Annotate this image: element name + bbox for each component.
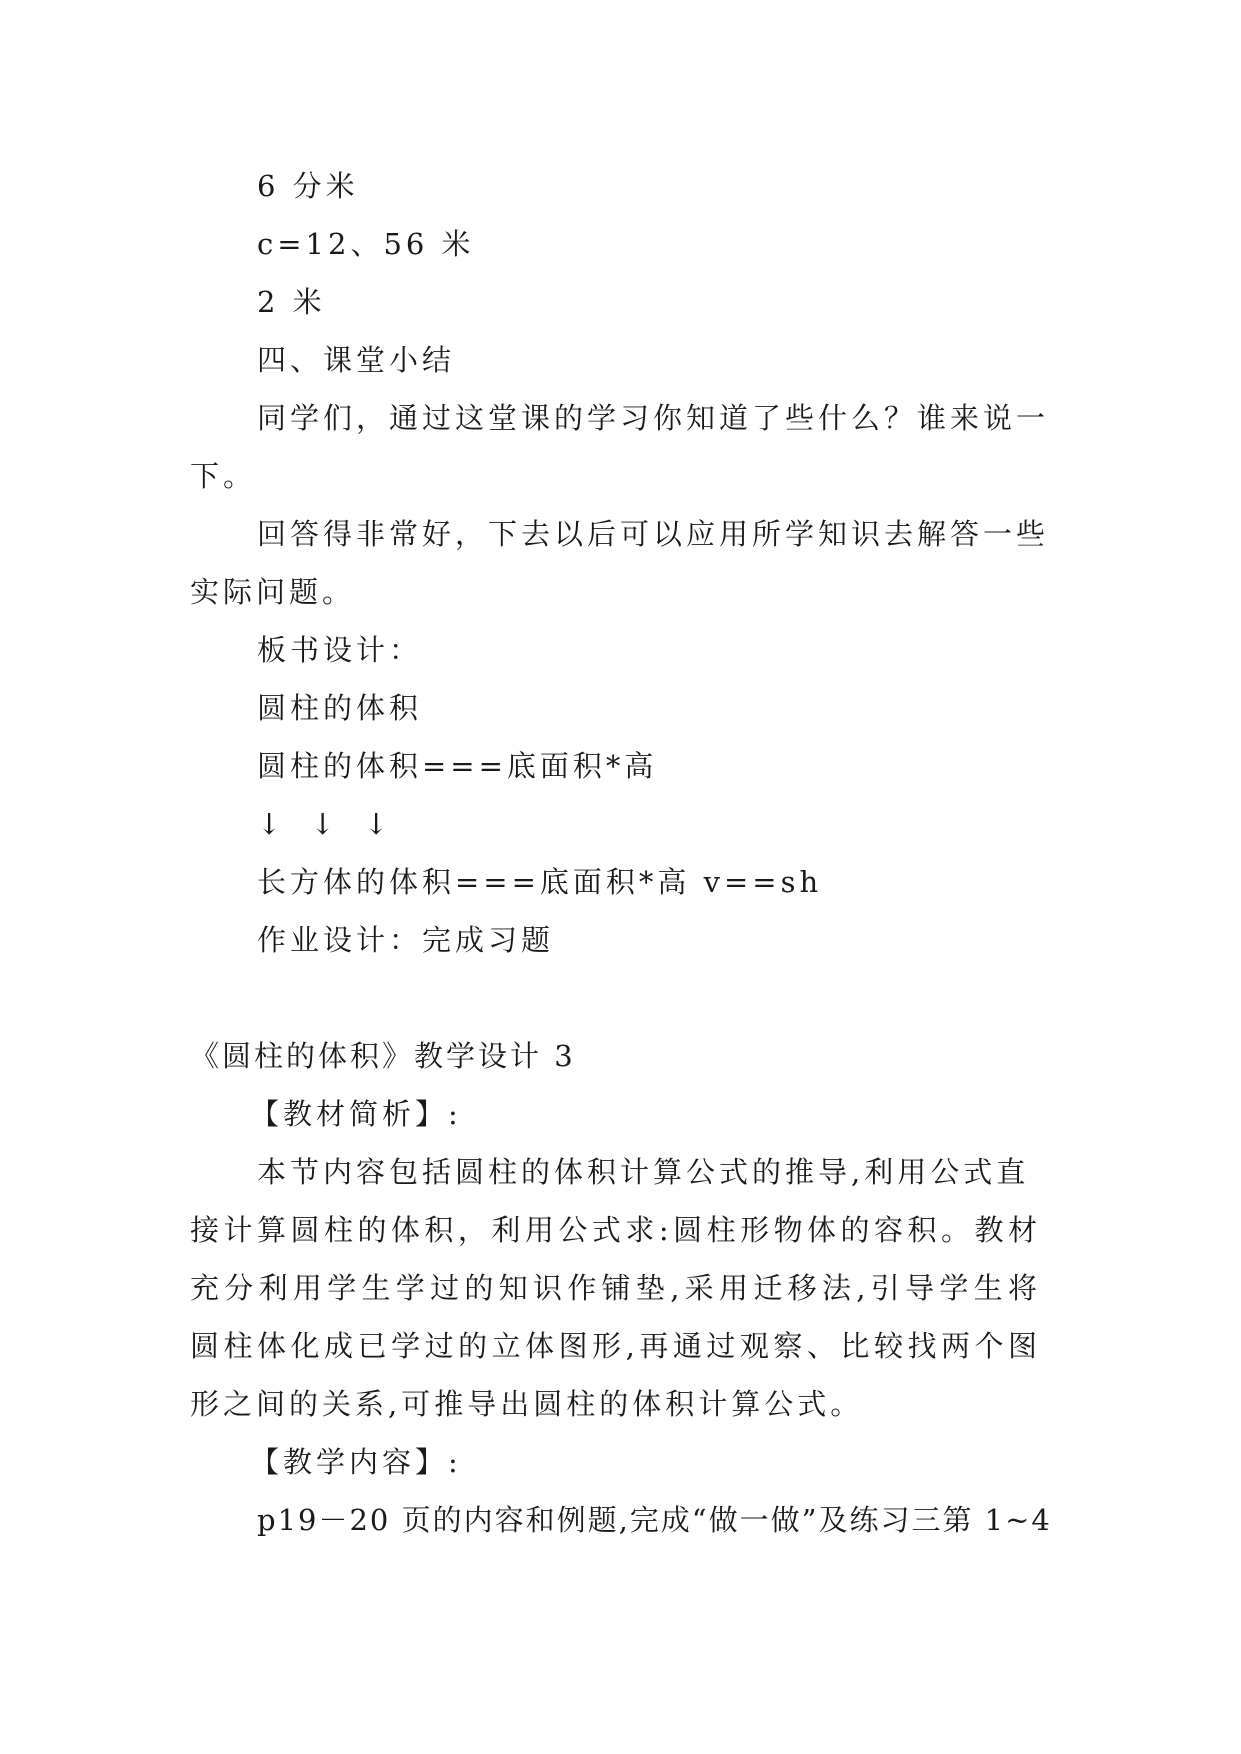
text-line: 圆柱的体积 xyxy=(257,691,423,725)
text-line: 圆柱的体积===底面积*高 xyxy=(257,749,658,783)
paragraph-line: 接计算圆柱的体积，利用公式求:圆柱形物体的容积。教材 xyxy=(190,1213,1040,1247)
section-heading: 【教材简析】: xyxy=(250,1097,462,1131)
text-line: 6 分米 xyxy=(257,169,359,203)
text-line: 下。 xyxy=(190,459,257,493)
document-title: 《圆柱的体积》教学设计 3 xyxy=(190,1039,576,1073)
text-line: 实际问题。 xyxy=(190,575,356,609)
text-line: c=12、56 米 xyxy=(257,227,475,261)
text-line: 作业设计：完成习题 xyxy=(257,923,555,957)
text-line: 同学们，通过这堂课的学习你知道了些什么？谁来说一 xyxy=(257,401,1050,435)
paragraph-line: 形之间的关系,可推导出圆柱的体积计算公式。 xyxy=(190,1387,864,1421)
section-heading: 四、课堂小结 xyxy=(257,343,456,377)
text-line: 2 米 xyxy=(257,285,326,319)
paragraph-line: p19－20 页的内容和例题,完成“做一做”及练习三第 1~4 xyxy=(257,1503,1052,1537)
section-heading: 【教学内容】: xyxy=(250,1445,462,1479)
paragraph-line: 充分利用学生学过的知识作铺垫,采用迁移法,引导学生将 xyxy=(190,1271,1040,1305)
text-line: 板书设计： xyxy=(257,633,423,667)
arrow-line: ↓ ↓ ↓ xyxy=(257,807,399,841)
paragraph-line: 圆柱体化成已学过的立体图形,再通过观察、比较找两个图 xyxy=(190,1329,1040,1363)
text-line: 回答得非常好，下去以后可以应用所学知识去解答一些 xyxy=(257,517,1050,551)
text-line: 长方体的体积===底面积*高 v==sh xyxy=(257,865,823,899)
paragraph-line: 本节内容包括圆柱的体积计算公式的推导,利用公式直 xyxy=(257,1155,1030,1189)
